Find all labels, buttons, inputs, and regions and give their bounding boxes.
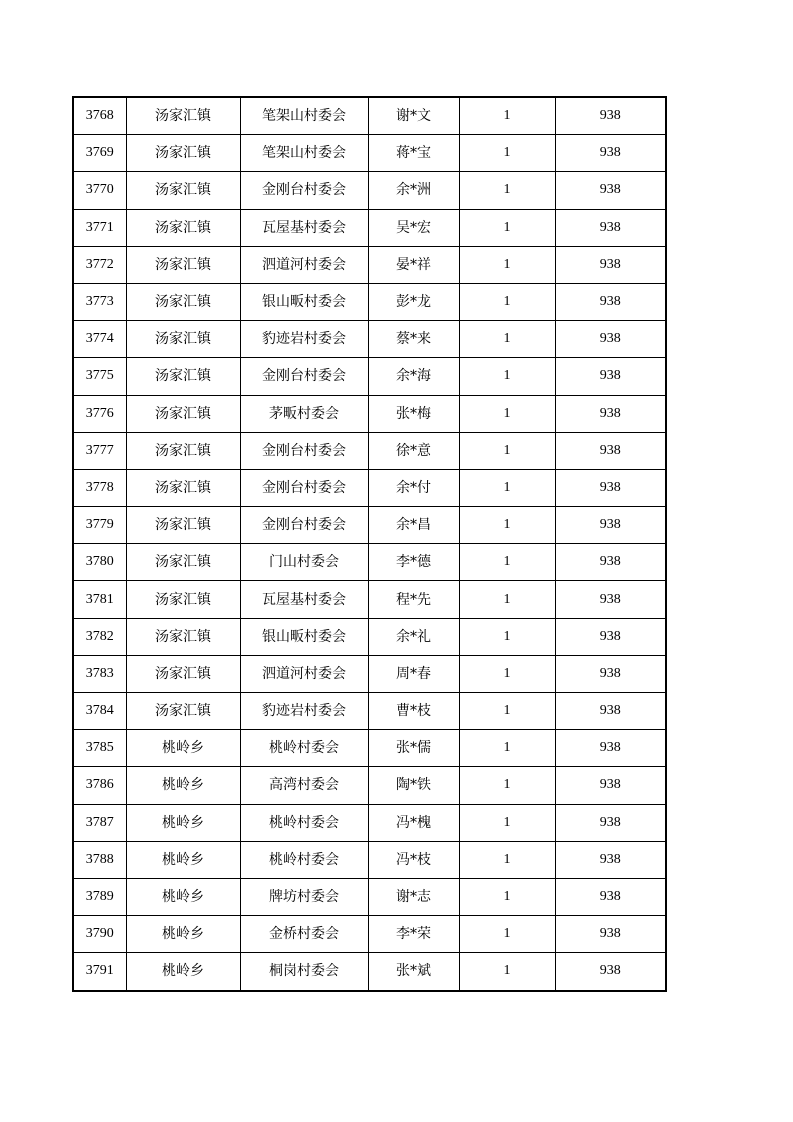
count-cell: 1 — [459, 841, 555, 878]
table-row — [73, 358, 666, 395]
amount-cell: 938 — [555, 469, 666, 506]
count-cell: 1 — [459, 358, 555, 395]
table-row — [73, 581, 666, 618]
village-committee-cell: 豹迹岩村委会 — [240, 693, 368, 730]
table-row — [73, 841, 666, 878]
count-cell: 1 — [459, 97, 555, 135]
table-row — [73, 507, 666, 544]
amount-cell: 938 — [555, 358, 666, 395]
village-committee-cell: 桃岭村委会 — [240, 841, 368, 878]
amount-cell: 938 — [555, 507, 666, 544]
village-committee-cell: 金刚台村委会 — [240, 172, 368, 209]
name-cell: 张*梅 — [368, 395, 459, 432]
count-cell: 1 — [459, 544, 555, 581]
township-cell: 汤家汇镇 — [126, 97, 240, 135]
township-cell: 汤家汇镇 — [126, 172, 240, 209]
name-cell: 余*礼 — [368, 618, 459, 655]
count-cell: 1 — [459, 395, 555, 432]
serial-number-cell: 3778 — [73, 469, 126, 506]
township-cell: 汤家汇镇 — [126, 581, 240, 618]
village-committee-cell: 桐岗村委会 — [240, 953, 368, 991]
amount-cell: 938 — [555, 97, 666, 135]
township-cell: 汤家汇镇 — [126, 395, 240, 432]
count-cell: 1 — [459, 321, 555, 358]
serial-number-cell: 3770 — [73, 172, 126, 209]
village-committee-cell: 门山村委会 — [240, 544, 368, 581]
table-row — [73, 693, 666, 730]
serial-number-cell: 3772 — [73, 246, 126, 283]
count-cell: 1 — [459, 283, 555, 320]
amount-cell: 938 — [555, 395, 666, 432]
township-cell: 桃岭乡 — [126, 767, 240, 804]
count-cell: 1 — [459, 432, 555, 469]
name-cell: 李*德 — [368, 544, 459, 581]
count-cell: 1 — [459, 804, 555, 841]
name-cell: 张*儒 — [368, 730, 459, 767]
village-committee-cell: 桃岭村委会 — [240, 730, 368, 767]
serial-number-cell: 3785 — [73, 730, 126, 767]
township-cell: 汤家汇镇 — [126, 321, 240, 358]
name-cell: 程*先 — [368, 581, 459, 618]
village-committee-cell: 茅畈村委会 — [240, 395, 368, 432]
serial-number-cell: 3773 — [73, 283, 126, 320]
name-cell: 谢*文 — [368, 97, 459, 135]
township-cell: 桃岭乡 — [126, 841, 240, 878]
township-cell: 桃岭乡 — [126, 953, 240, 991]
township-cell: 桃岭乡 — [126, 804, 240, 841]
table-row — [73, 321, 666, 358]
count-cell: 1 — [459, 730, 555, 767]
data-table — [72, 96, 667, 992]
serial-number-cell: 3769 — [73, 135, 126, 172]
count-cell: 1 — [459, 209, 555, 246]
name-cell: 周*春 — [368, 655, 459, 692]
village-committee-cell: 金刚台村委会 — [240, 469, 368, 506]
amount-cell: 938 — [555, 246, 666, 283]
name-cell: 徐*意 — [368, 432, 459, 469]
count-cell: 1 — [459, 693, 555, 730]
count-cell: 1 — [459, 878, 555, 915]
amount-cell: 938 — [555, 544, 666, 581]
township-cell: 汤家汇镇 — [126, 432, 240, 469]
table-row — [73, 544, 666, 581]
amount-cell: 938 — [555, 916, 666, 953]
name-cell: 冯*槐 — [368, 804, 459, 841]
township-cell: 桃岭乡 — [126, 878, 240, 915]
village-committee-cell: 瓦屋基村委会 — [240, 581, 368, 618]
village-committee-cell: 金刚台村委会 — [240, 358, 368, 395]
village-committee-cell: 牌坊村委会 — [240, 878, 368, 915]
amount-cell: 938 — [555, 655, 666, 692]
serial-number-cell: 3768 — [73, 97, 126, 135]
amount-cell: 938 — [555, 581, 666, 618]
village-committee-cell: 笔架山村委会 — [240, 135, 368, 172]
amount-cell: 938 — [555, 432, 666, 469]
amount-cell: 938 — [555, 767, 666, 804]
serial-number-cell: 3783 — [73, 655, 126, 692]
count-cell: 1 — [459, 618, 555, 655]
serial-number-cell: 3774 — [73, 321, 126, 358]
name-cell: 余*昌 — [368, 507, 459, 544]
village-committee-cell: 金桥村委会 — [240, 916, 368, 953]
village-committee-cell: 泗道河村委会 — [240, 655, 368, 692]
table-row — [73, 878, 666, 915]
count-cell: 1 — [459, 581, 555, 618]
name-cell: 李*荣 — [368, 916, 459, 953]
amount-cell: 938 — [555, 878, 666, 915]
village-committee-cell: 银山畈村委会 — [240, 283, 368, 320]
amount-cell: 938 — [555, 693, 666, 730]
serial-number-cell: 3784 — [73, 693, 126, 730]
name-cell: 晏*祥 — [368, 246, 459, 283]
table-row — [73, 97, 666, 135]
village-committee-cell: 桃岭村委会 — [240, 804, 368, 841]
table-row — [73, 767, 666, 804]
name-cell: 曹*枝 — [368, 693, 459, 730]
table-row — [73, 395, 666, 432]
count-cell: 1 — [459, 135, 555, 172]
village-committee-cell: 瓦屋基村委会 — [240, 209, 368, 246]
name-cell: 蒋*宝 — [368, 135, 459, 172]
serial-number-cell: 3779 — [73, 507, 126, 544]
table-row — [73, 618, 666, 655]
amount-cell: 938 — [555, 209, 666, 246]
count-cell: 1 — [459, 953, 555, 991]
township-cell: 汤家汇镇 — [126, 655, 240, 692]
village-committee-cell: 高湾村委会 — [240, 767, 368, 804]
township-cell: 汤家汇镇 — [126, 469, 240, 506]
serial-number-cell: 3780 — [73, 544, 126, 581]
table-row — [73, 916, 666, 953]
table-row — [73, 655, 666, 692]
table-row — [73, 246, 666, 283]
amount-cell: 938 — [555, 841, 666, 878]
village-committee-cell: 泗道河村委会 — [240, 246, 368, 283]
amount-cell: 938 — [555, 172, 666, 209]
name-cell: 余*洲 — [368, 172, 459, 209]
amount-cell: 938 — [555, 618, 666, 655]
name-cell: 蔡*来 — [368, 321, 459, 358]
serial-number-cell: 3771 — [73, 209, 126, 246]
table-row — [73, 283, 666, 320]
amount-cell: 938 — [555, 953, 666, 991]
village-committee-cell: 金刚台村委会 — [240, 507, 368, 544]
count-cell: 1 — [459, 507, 555, 544]
village-committee-cell: 银山畈村委会 — [240, 618, 368, 655]
name-cell: 张*斌 — [368, 953, 459, 991]
township-cell: 汤家汇镇 — [126, 618, 240, 655]
table-row — [73, 469, 666, 506]
township-cell: 汤家汇镇 — [126, 283, 240, 320]
serial-number-cell: 3790 — [73, 916, 126, 953]
township-cell: 桃岭乡 — [126, 916, 240, 953]
count-cell: 1 — [459, 655, 555, 692]
count-cell: 1 — [459, 469, 555, 506]
serial-number-cell: 3791 — [73, 953, 126, 991]
amount-cell: 938 — [555, 730, 666, 767]
serial-number-cell: 3777 — [73, 432, 126, 469]
count-cell: 1 — [459, 172, 555, 209]
serial-number-cell: 3788 — [73, 841, 126, 878]
table-row — [73, 804, 666, 841]
serial-number-cell: 3775 — [73, 358, 126, 395]
table-row — [73, 209, 666, 246]
name-cell: 余*付 — [368, 469, 459, 506]
name-cell: 冯*枝 — [368, 841, 459, 878]
table-row — [73, 432, 666, 469]
amount-cell: 938 — [555, 135, 666, 172]
township-cell: 汤家汇镇 — [126, 358, 240, 395]
serial-number-cell: 3782 — [73, 618, 126, 655]
name-cell: 余*海 — [368, 358, 459, 395]
name-cell: 陶*铁 — [368, 767, 459, 804]
amount-cell: 938 — [555, 283, 666, 320]
count-cell: 1 — [459, 767, 555, 804]
amount-cell: 938 — [555, 804, 666, 841]
serial-number-cell: 3786 — [73, 767, 126, 804]
township-cell: 汤家汇镇 — [126, 209, 240, 246]
township-cell: 汤家汇镇 — [126, 693, 240, 730]
table-row — [73, 730, 666, 767]
township-cell: 桃岭乡 — [126, 730, 240, 767]
count-cell: 1 — [459, 246, 555, 283]
serial-number-cell: 3787 — [73, 804, 126, 841]
count-cell: 1 — [459, 916, 555, 953]
township-cell: 汤家汇镇 — [126, 246, 240, 283]
serial-number-cell: 3781 — [73, 581, 126, 618]
table-body — [73, 97, 666, 991]
name-cell: 彭*龙 — [368, 283, 459, 320]
village-committee-cell: 笔架山村委会 — [240, 97, 368, 135]
table-row — [73, 135, 666, 172]
township-cell: 汤家汇镇 — [126, 507, 240, 544]
name-cell: 谢*志 — [368, 878, 459, 915]
serial-number-cell: 3789 — [73, 878, 126, 915]
serial-number-cell: 3776 — [73, 395, 126, 432]
township-cell: 汤家汇镇 — [126, 135, 240, 172]
name-cell: 吴*宏 — [368, 209, 459, 246]
table-row — [73, 172, 666, 209]
table-row — [73, 953, 666, 991]
amount-cell: 938 — [555, 321, 666, 358]
village-committee-cell: 金刚台村委会 — [240, 432, 368, 469]
township-cell: 汤家汇镇 — [126, 544, 240, 581]
village-committee-cell: 豹迹岩村委会 — [240, 321, 368, 358]
